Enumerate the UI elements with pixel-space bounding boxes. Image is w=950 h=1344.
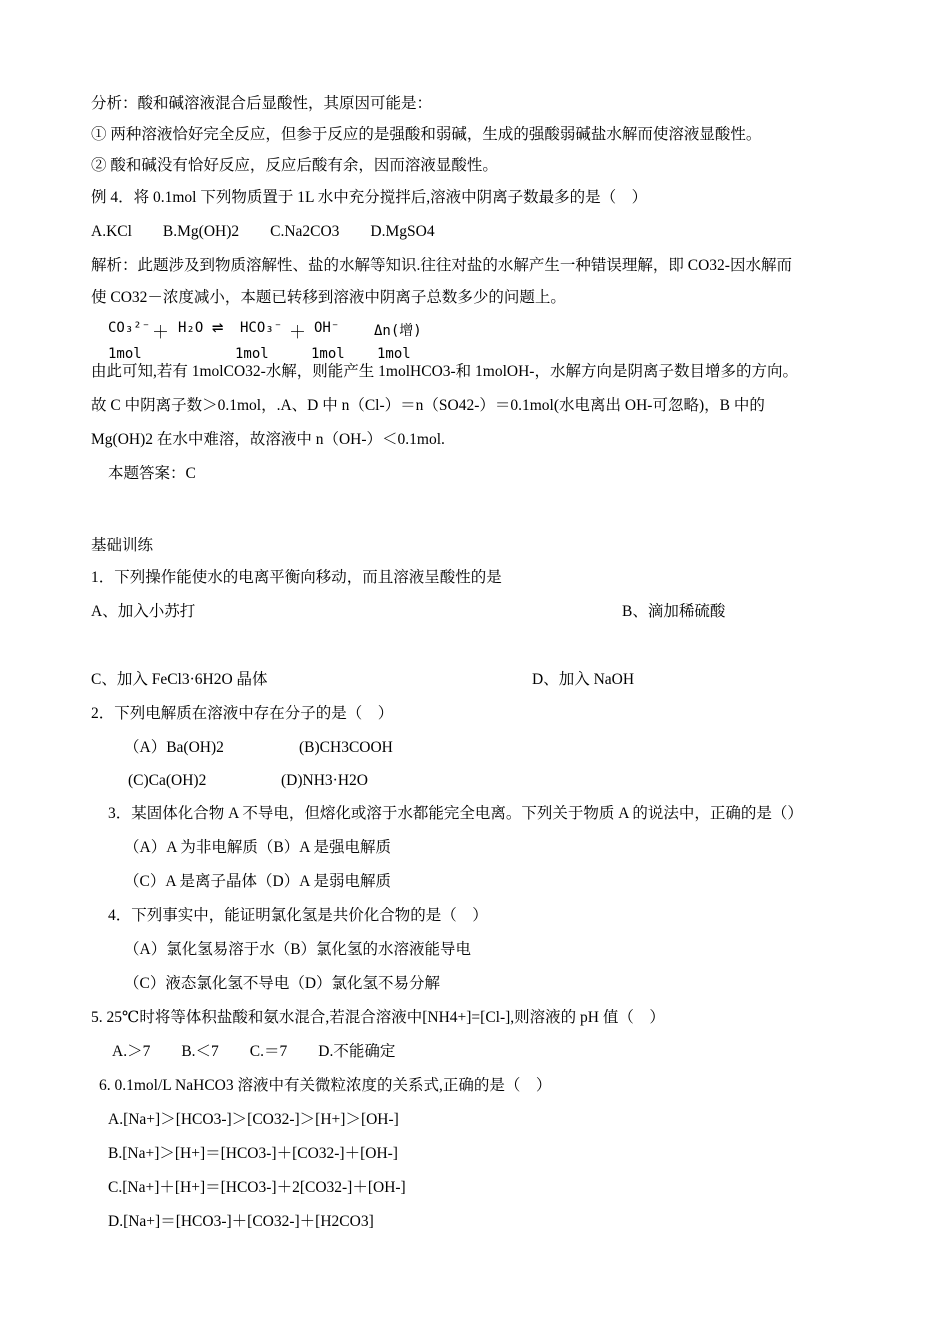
q6-option-c: C.[Na+]＋[H+]＝[HCO3-]＋2[CO32-]＋[OH-] [108, 1179, 406, 1196]
q1-option-a: A、加入小苏打 [91, 603, 196, 620]
q1-option-b: B、滴加稀硫酸 [622, 603, 726, 620]
amount-product-1: 1mol [235, 346, 269, 362]
q3-options-cd: （C）A 是离子晶体（D）A 是弱电解质 [124, 873, 391, 890]
question-1: 1．下列操作能使水的电离平衡向移动，而且溶液呈酸性的是 [91, 569, 502, 586]
q6-option-d: D.[Na+]＝[HCO3-]＋[CO32-]＋[H2CO3] [108, 1213, 374, 1230]
amount-delta: 1mol [377, 346, 411, 362]
equation-product-2: OH⁻ [314, 320, 340, 336]
equation-plus-1: ＋ [152, 323, 169, 343]
solution-line-2: 使 CO32－浓度减小，本题已转移到溶液中阴离子总数多少的问题上。 [91, 289, 566, 306]
amount-product-2: 1mol [311, 346, 345, 362]
equation-plus-2: ＋ [289, 323, 306, 343]
question-6: 6. 0.1mol/L NaHCO3 溶液中有关微粒浓度的关系式,正确的是（ ） [99, 1077, 552, 1094]
solution-line-1: 解析：此题涉及到物质溶解性、盐的水解等知识.往往对盐的水解产生一种错误理解，即 CO32-因水解而 [91, 257, 792, 274]
question-2: 2．下列电解质在溶液中存在分子的是（ ） [91, 705, 394, 722]
q2-option-a: （A）Ba(OH)2 [124, 739, 224, 756]
q1-option-d: D、加入 NaOH [532, 671, 635, 688]
reason-2: ② 酸和碱没有恰好反应，反应后酸有余，因而溶液显酸性。 [91, 157, 498, 174]
equilibrium-arrow-icon: ⇌ [212, 316, 224, 338]
equation-delta-n: Δn(增) [374, 323, 422, 339]
question-5: 5. 25℃时将等体积盐酸和氨水混合,若混合溶液中[NH4+]=[Cl-],则溶液的 pH 值（ ） [91, 1009, 665, 1026]
example-4-question: 例 4．将 0.1mol 下列物质置于 1L 水中充分搅拌后,溶液中阴离子数最多的是（ ） [91, 189, 648, 206]
q1-option-c: C、加入 FeCl3·6H2O 晶体 [91, 671, 268, 688]
section-heading: 基础训练 [91, 537, 154, 554]
example-4-options: A.KCl B.Mg(OH)2 C.Na2CO3 D.MgSO4 [91, 223, 435, 240]
q4-options-cd: （C）液态氯化氢不导电（D）氯化氢不易分解 [124, 975, 441, 992]
equation-product-1: HCO₃⁻ [240, 320, 283, 336]
q6-option-a: A.[Na+]＞[HCO3-]＞[CO32-]＞[H+]＞[OH-] [108, 1111, 399, 1128]
analysis-heading: 分析：酸和碱溶液混合后显酸性，其原因可能是： [91, 95, 433, 112]
q4-options-ab: （A）氯化氢易溶于水（B）氯化氢的水溶液能导电 [124, 941, 472, 958]
equation-reactant-2: H₂O [178, 320, 204, 336]
amount-reactant: 1mol [108, 346, 142, 362]
inference-line-3: Mg(OH)2 在水中难溶，故溶液中 n（OH-）＜0.1mol. [91, 431, 445, 448]
q2-option-c: (C)Ca(OH)2 [128, 772, 207, 789]
question-4: 4．下列事实中，能证明氯化氢是共价化合物的是（ ） [108, 907, 488, 924]
question-3: 3．某固体化合物 A 不导电，但熔化或溶于水都能完全电离。下列关于物质 A 的说法中，正确的是（） [108, 805, 803, 822]
q2-option-d: (D)NH3·H2O [281, 772, 368, 789]
reason-1: ① 两种溶液恰好完全反应，但参于反应的是强酸和弱碱，生成的强酸弱碱盐水解而使溶液显酸性。 [91, 126, 762, 143]
inference-line-2: 故 C 中阴离子数＞0.1mol，.A、D 中 n（Cl-）＝n（SO42-）＝0.1mol(水电离出 OH-可忽略)，B 中的 [91, 397, 765, 414]
q6-option-b: B.[Na+]＞[H+]＝[HCO3-]＋[CO32-]＋[OH-] [108, 1145, 398, 1162]
q3-options-ab: （A）A 为非电解质（B）A 是强电解质 [124, 839, 391, 856]
equation-reactant-1: CO₃²⁻ [108, 320, 151, 336]
answer-line: 本题答案：C [108, 465, 196, 482]
q2-option-b: (B)CH3COOH [299, 739, 393, 756]
inference-line-1: 由此可知,若有 1molCO32-水解，则能产生 1molHCO3-和 1molOH-，水解方向是阴离子数目增多的方向。 [91, 363, 798, 380]
q5-options: A.＞7 B.＜7 C.＝7 D.不能确定 [112, 1043, 396, 1060]
